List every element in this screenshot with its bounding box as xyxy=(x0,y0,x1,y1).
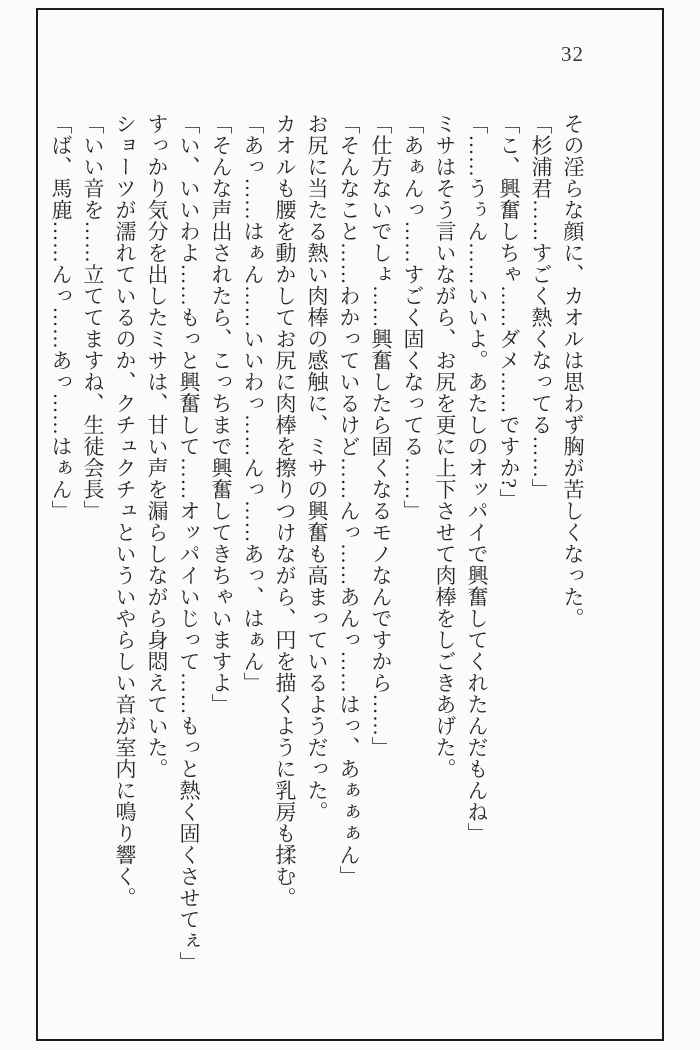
paragraph-dialogue: 「仕方ないでしょ……興奮したら固くなるモノなんですから……」 xyxy=(369,113,393,758)
paragraph-narration: カオルも腰を動かしてお尻に肉棒を擦りつけながら、円を描くように乳房も揉む。 xyxy=(273,113,297,909)
paragraph-narration: すっかり気分を出したミサは、甘い声を漏らしながら身悶えていた。 xyxy=(145,113,169,780)
paragraph-dialogue: 「……うぅん……いいよ。あたしのオッパイで興奮してくれたんだもんね」 xyxy=(465,113,489,844)
page-border-frame xyxy=(36,8,664,1041)
paragraph-dialogue: 「い、いいわよ……もっと興奮して……オッパイいじって……もっと熱く固くさせてぇ」 xyxy=(177,113,201,973)
paragraph-narration: ミサはそう言いながら、お尻を更に上下させて肉棒をしごきあげた。 xyxy=(433,113,457,780)
paragraph-dialogue: 「そんな声出されたら、こっちまで興奮してきちゃいますよ」 xyxy=(209,113,233,715)
paragraph-dialogue: 「杉浦君……すごく熱くなってる……」 xyxy=(529,113,553,500)
page-number: 32 xyxy=(561,42,584,66)
paragraph-narration: ショーツが濡れているのか、クチュクチュといういやらしい音が室内に鳴り響く。 xyxy=(113,113,137,909)
paragraph-dialogue: 「ば、馬鹿……んっ……あっ……はぁん」 xyxy=(49,113,73,522)
paragraph-narration: その淫らな顔に、カオルは思わず胸が苦しくなった。 xyxy=(561,113,585,629)
paragraph-dialogue: 「あぁんっ……すごく固くなってる……」 xyxy=(401,113,425,522)
paragraph-narration: お尻に当たる熱い肉棒の感触に、ミサの興奮も高まっているようだった。 xyxy=(305,113,329,823)
vertical-text-area xyxy=(41,113,589,993)
paragraph-dialogue: 「あっ……はぁん……いいわっ……んっ……あっ、はぁん」 xyxy=(241,113,265,694)
paragraph-dialogue: 「こ、興奮しちゃ……ダメ……ですか?」 xyxy=(497,113,521,510)
paragraph-dialogue: 「そんなこと……わかっているけど……んっ……あんっ……はっ、あぁぁぁん」 xyxy=(337,113,361,887)
paragraph-dialogue: 「いい音を……立ててますね、生徒会長」 xyxy=(81,113,105,522)
